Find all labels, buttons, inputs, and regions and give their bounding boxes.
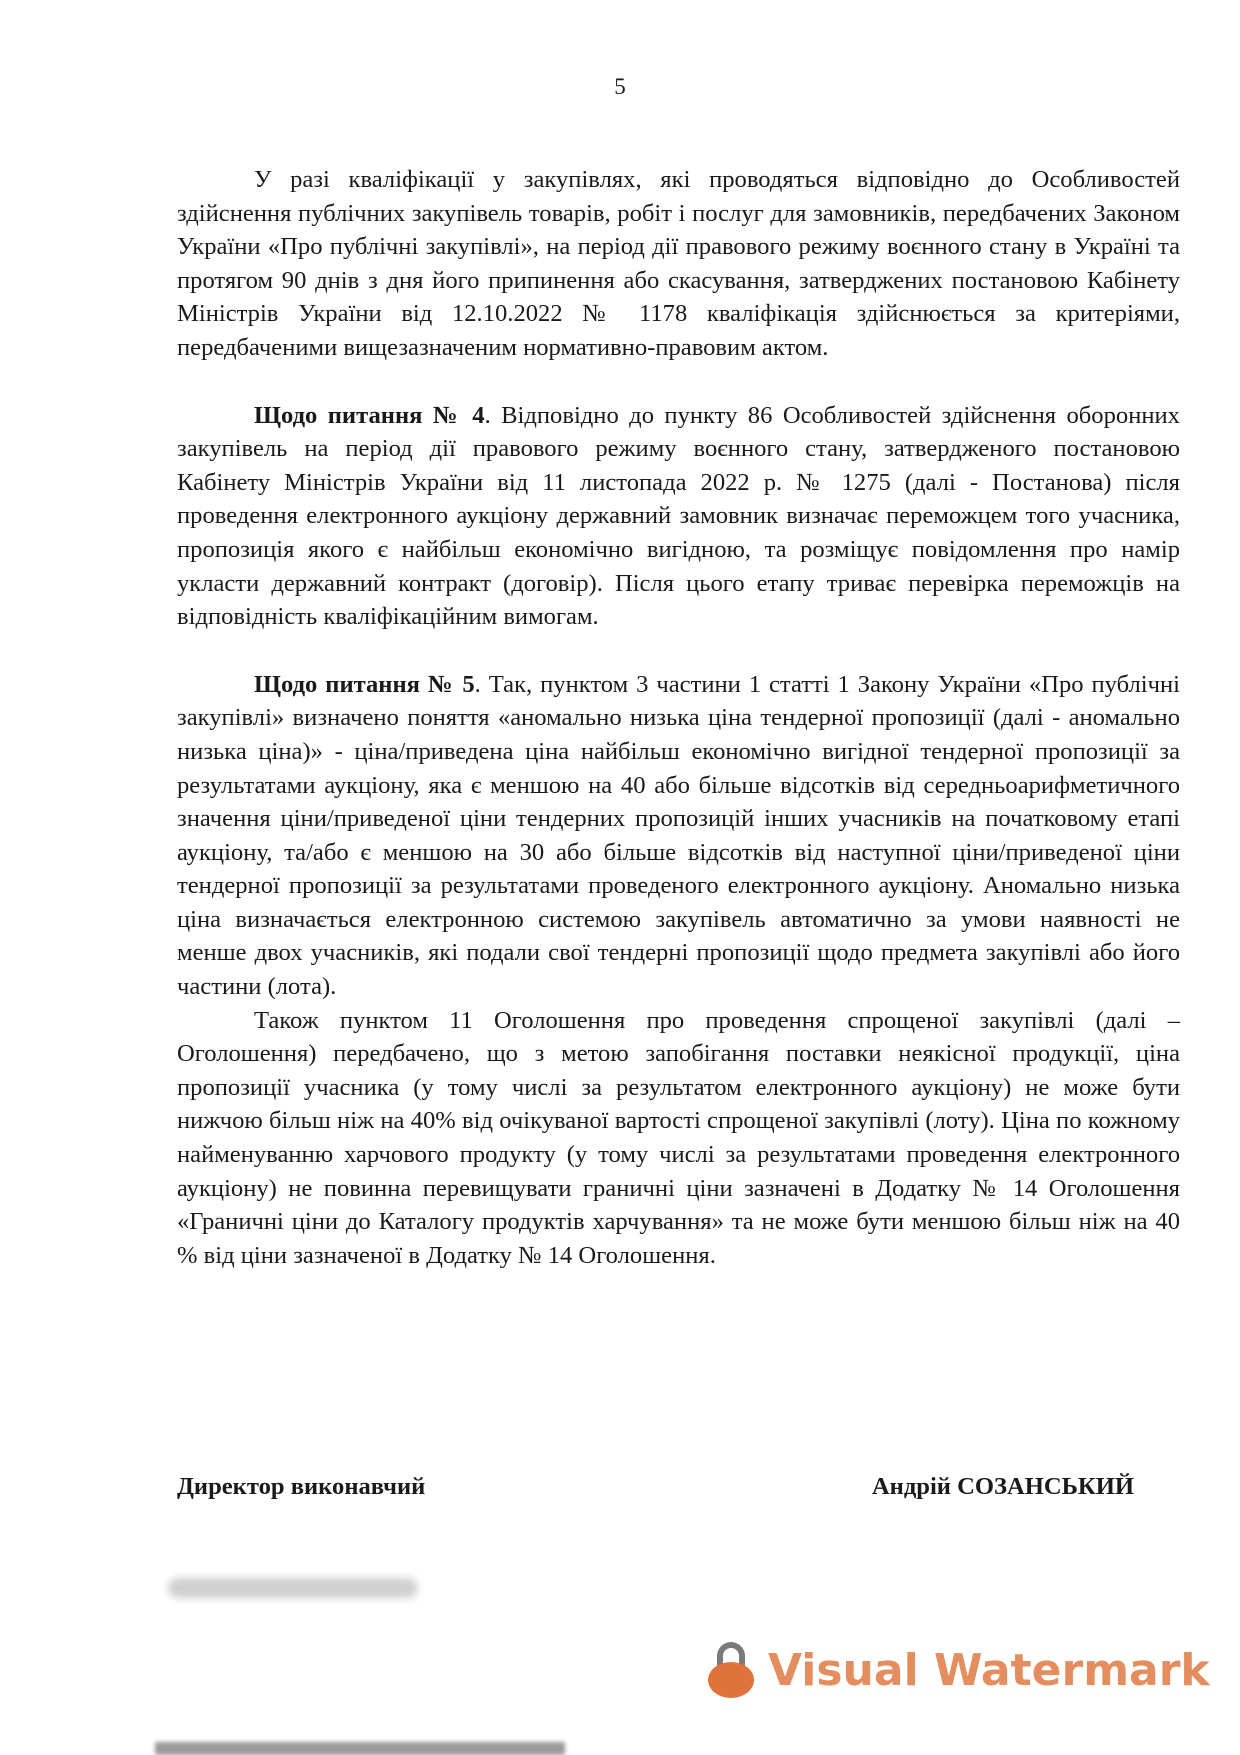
watermark <box>708 1640 1210 1700</box>
letter-body <box>177 163 1180 1272</box>
question-5-heading: Щодо питання № 5 <box>254 670 475 698</box>
blurred-footer-bar <box>155 1742 565 1755</box>
signatory-role: Директор виконавчий <box>177 1473 426 1500</box>
paragraph-qualification: У разі кваліфікації у закупівлях, які проводяться відповідно до Особливостей здійснення публічних закупівель товарів, робіт і послуг для замовників, передбачених Законом України «Про публічні закупівлі», на період дії правового режиму воєнного стану в Україні та протягом 90 днів з дня його припинення або скасування, затверджених постановою Кабінету Міністрів України від 12.10.2022 № 1178 кваліфікація здійснюється за критеріями, передбаченими вищезазначеним нормативно-правовим актом. <box>177 166 1180 361</box>
signatory-name: Андрій СОЗАНСЬКИЙ <box>871 1473 1134 1500</box>
watermark-text: Visual Watermark <box>768 1644 1210 1696</box>
question-4-heading: Щодо питання № 4 <box>254 401 485 429</box>
question-5-answer: . Так, пунктом 3 частини 1 статті 1 Закону України «Про публічні закупівлі» визначено поняття «аномально низька ціна тендерної пропозиції (далі - аномально низька ціна)» - ціна/приведена ціна найбільш економічно вигідної тендерної пропозиції за результатами аукціону, яка є меншою на 40 або більше відсотків від середньоарифметичного значення ціни/приведеної ціни тендерних пропозицій інших учасників на початковому етапі аукціону, та/або є меншою на 30 або більше відсотків від наступної ціни/приведеної ціни тендерної пропозиції за результатами проведеного електронного аукціону. Аномально низька ціна визначається електронною системою закупівель автоматично за умови наявності не менше двох учасників, які подали свої тендерні пропозиції щодо предмета закупівлі або його частини (лота). <box>177 670 1180 1001</box>
question-4-answer: . Відповідно до пункту 86 Особливостей здійснення оборонних закупівель на період дії правового режиму воєнного стану, затвердженого постановою Кабінету Міністрів України від 11 листопада 2022 р. № 1275 (далі - Постанова) після проведення електронного аукціону державний замовник визначає переможцем того учасника, пропозиція якого є найбільш економічно вигідною, та розміщує повідомлення про намір укласти державний контракт (договір). Після цього етапу триває перевірка переможців на відповідність кваліфікаційним вимогам. <box>177 401 1180 631</box>
paragraph-question-4 <box>177 399 1180 634</box>
blurred-reference <box>168 1578 418 1598</box>
paragraph-announcement: Також пунктом 11 Оголошення про проведення спрощеної закупівлі (далі – Оголошення) передбачено, що з метою запобігання поставки неякісної продукції, ціна пропозиції учасника (у тому числі за результатом електронного аукціону) не може бути нижчою більш ніж на 40% від очікуваної вартості спрощеної закупівлі (лоту). Ціна по кожному найменуванню харчового продукту (у тому числі за результатами проведення електронного аукціону) не повинна перевищувати граничні ціни зазначені в Додатку № 14 Оголошення «Граничні ціни до Каталогу продуктів харчування» та не може бути меншою більш ніж на 40 % від ціни зазначеної в Додатку № 14 Оголошення. <box>177 1006 1180 1269</box>
page-number: 5 <box>614 74 626 99</box>
lock-icon <box>708 1642 754 1698</box>
paragraph-question-5 <box>177 668 1180 1004</box>
